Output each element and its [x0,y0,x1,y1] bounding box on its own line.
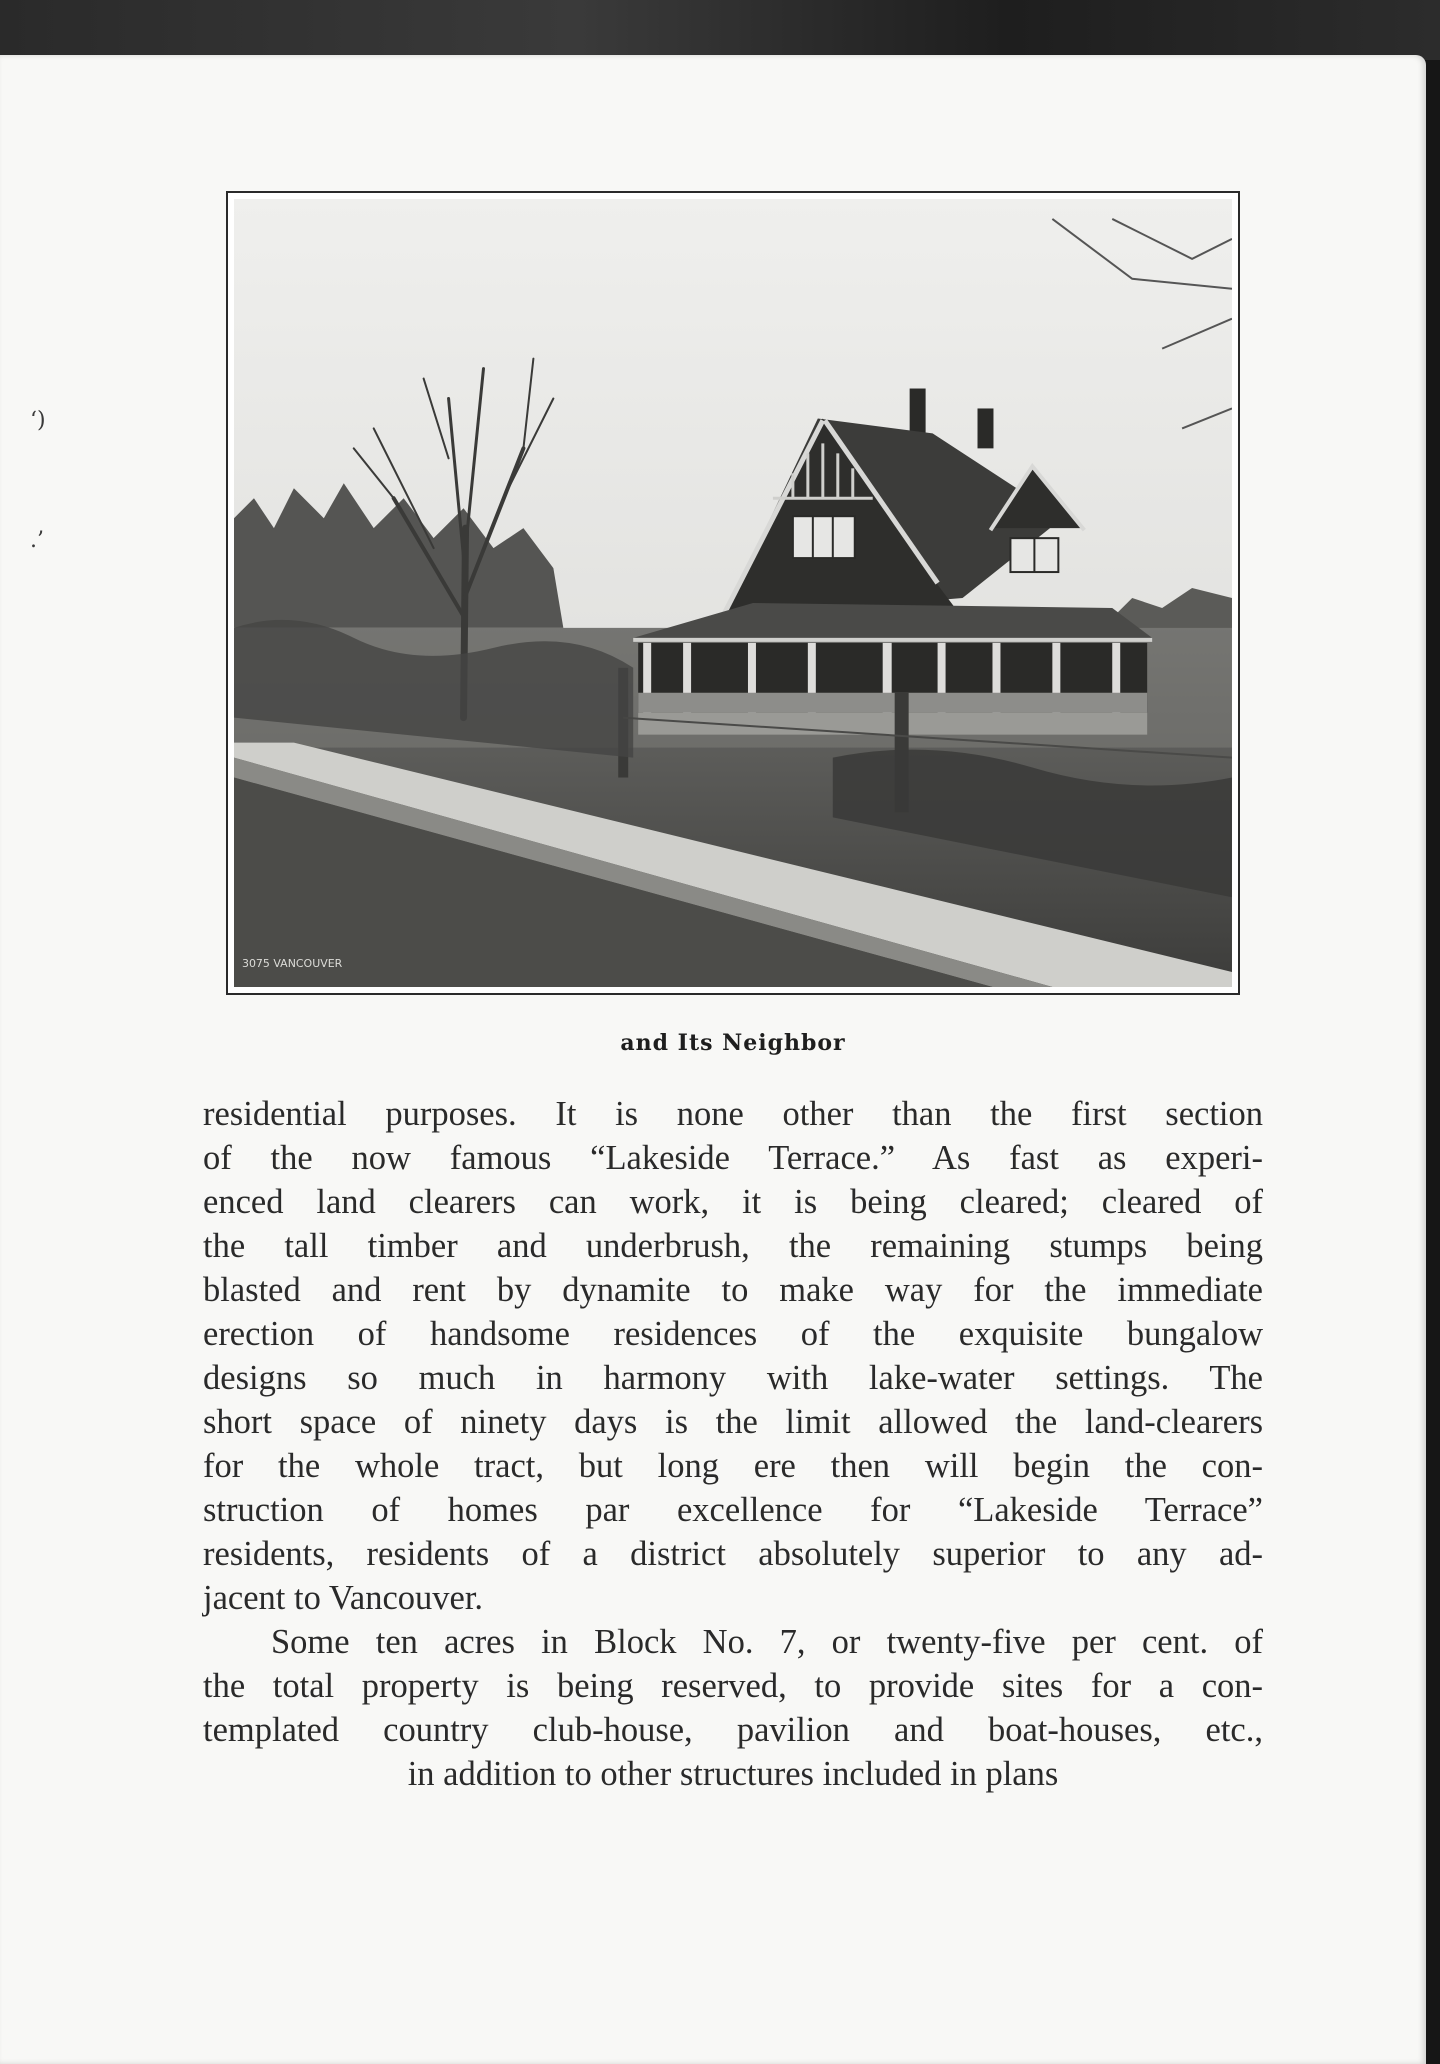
text-line: residential purposes. It is none other than the first section [203,1095,1263,1133]
scan-top-edge [0,0,1440,60]
text-line: for the whole tract, but long ere then will begin the con- [203,1447,1263,1485]
binding-mark: ‘) [30,408,46,433]
text-line: struction of homes par excellence for “Lakeside Terrace” [203,1491,1263,1529]
text-line: Some ten acres in Block No. 7, or twenty-five per cent. of [271,1623,1263,1661]
photo-corner-marking: 3075 VANCOUVER [241,957,343,971]
text-line: templated country club-house, pavilion and boat-houses, etc., [203,1711,1263,1749]
photograph-frame [226,191,1240,995]
text-line: the tall timber and underbrush, the remaining stumps being [203,1227,1263,1265]
text-line: in addition to other structures included in plans [407,1755,1059,1793]
binding-mark: .’ [30,528,44,553]
text-line: blasted and rent by dynamite to make way for the immediate [203,1271,1263,1309]
text-line: enced land clearers can work, it is being cleared; cleared of [203,1183,1263,1221]
text-line: of the now famous “Lakeside Terrace.” As fast as experi- [203,1139,1263,1177]
text-line: designs so much in harmony with lake-water settings. The [203,1359,1263,1397]
text-line: residents, residents of a district absolutely superior to any ad- [203,1535,1263,1573]
text-line: jacent to Vancouver. [203,1579,484,1617]
text-line: short space of ninety days is the limit allowed the land-clearers [203,1403,1263,1441]
photo-caption: and Its Neighbor [620,1030,846,1056]
body-text [203,1092,1263,1796]
text-line: the total property is being reserved, to provide sites for a con- [203,1667,1263,1705]
house-photo [234,199,1232,987]
text-line: erection of handsome residences of the exquisite bungalow [203,1315,1263,1353]
